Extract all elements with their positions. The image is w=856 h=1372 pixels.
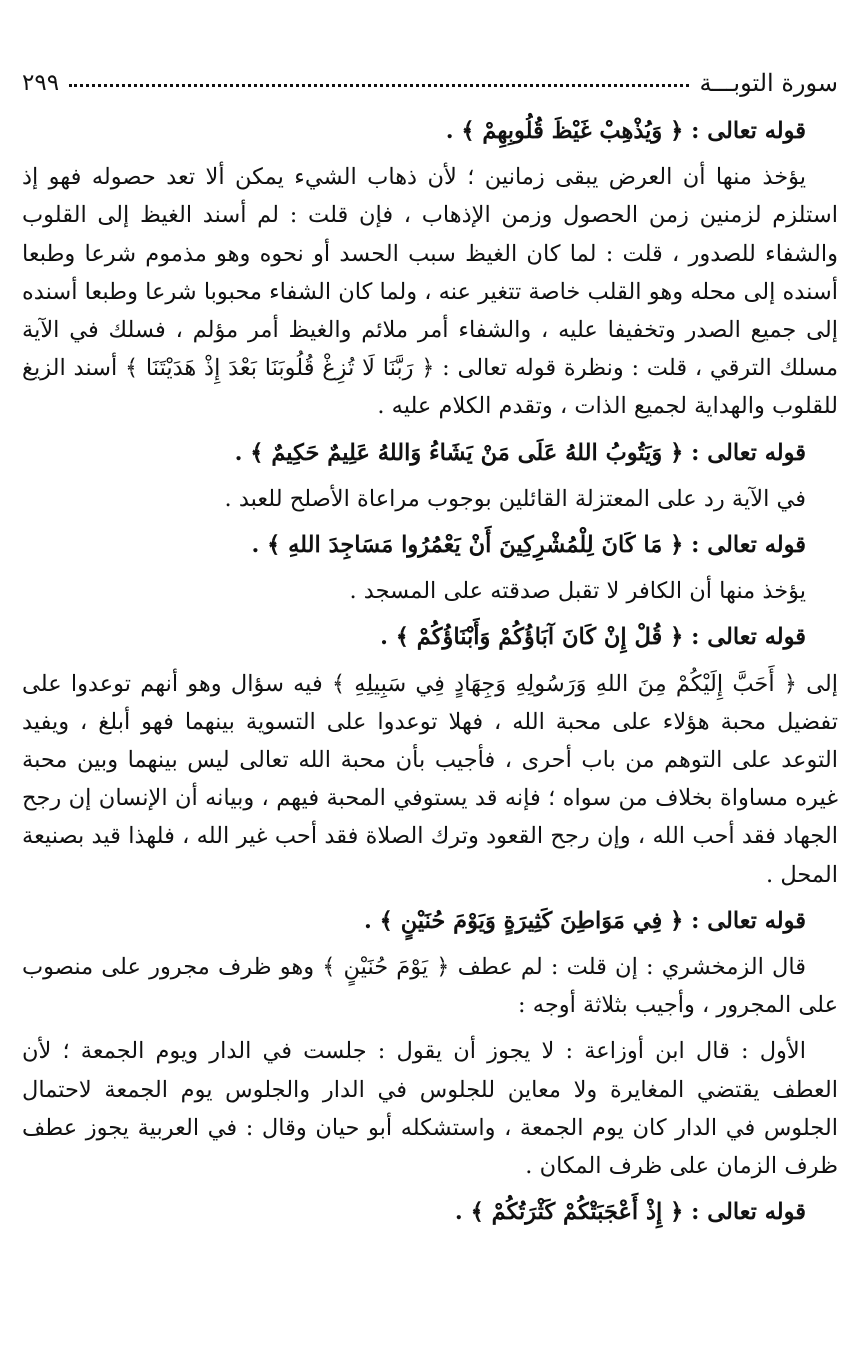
page-header (22, 62, 838, 104)
verse-heading: قوله تعالى : ﴿ قُلْ إِنْ كَانَ آبَاؤُكُمْ وَأَبْنَاؤُكُمْ ﴾ . (380, 624, 806, 651)
verse-heading: قوله تعالى : ﴿ وَيُذْهِبْ غَيْظَ قُلُوبِهِمْ ﴾ . (445, 118, 806, 144)
verse-heading: قوله تعالى : ﴿ فِي مَوَاطِنَ كَثِيرَةٍ وَيَوْمَ حُنَيْنٍ ﴾ . (364, 907, 806, 934)
commentary-paragraph: في الآية رد على المعتزلة القائلين بوجوب مراعاة الأصلح للعبد . (224, 485, 806, 512)
page-number: ٢٩٩ (22, 70, 60, 96)
commentary-paragraph: الأول : قال ابن أوزاعة : لا يجوز أن يقول : جلست في الدار ويوم الجمعة ؛ لأن العطف يقتضي المغايرة ولا معاين للجلوس في الدار والجلوس يوم الجمعة لاحتمال الجلوس في الدار كان يوم الجمعة ، واستشكله أبو حيان وقال : في العربية يجوز عطف ظرف الزمان على ظرف المكان . (22, 1038, 838, 1180)
surah-title: سورة التوبـــة (699, 69, 838, 97)
header-dotted-leader (69, 84, 689, 87)
verse-heading: قوله تعالى : ﴿ وَيَتُوبُ اللهُ عَلَى مَنْ يَشَاءُ وَاللهُ عَلِيمٌ حَكِيمٌ ﴾ . (234, 439, 806, 466)
commentary-paragraph: يؤخذ منها أن العرض يبقى زمانين ؛ لأن ذهاب الشيء يمكن ألا تعد حصوله فهو إذ استلزم لزمنين زمن الحصول وزمن الإذهاب ، فإن قلت : لم أسند الغيظ إلى القلوب والشفاء للصدور ، قلت : لما كان الغيظ سبب الحسد أو نحوه وهو مذموم شرعا وطبعا أسنده إلى محله وهو القلب خاصة تتغير عنه ، ولما كان الشفاء محبوبا شرعا وطبعا أسنده إلى جميع الصدر وتخفيفا عليه ، والشفاء أمر ملائم والغيظ أمر مؤلم ، فسلك في الآية مسلك الترقي ، قلت : ونظرة قوله تعالى : ﴿ رَبَّنَا لَا تُزِغْ قُلُوبَنَا بَعْدَ إِذْ هَدَيْتَنَا ﴾ أسند الزيغ للقلوب والهداية لجميع الذات ، وتقدم الكلام عليه . (22, 164, 838, 420)
verse-heading: قوله تعالى : ﴿ إِذْ أَعْجَبَتْكُمْ كَثْرَتُكُمْ ﴾ . (454, 1199, 806, 1226)
verse-heading: قوله تعالى : ﴿ مَا كَانَ لِلْمُشْرِكِينَ أَنْ يَعْمُرُوا مَسَاجِدَ اللهِ ﴾ . (251, 532, 806, 559)
page-body (22, 112, 838, 1231)
commentary-paragraph: إلى ﴿ أَحَبَّ إِلَيْكُمْ مِنَ اللهِ وَرَسُولِهِ وَجِهَادٍ فِي سَبِيلِهِ ﴾ فيه سؤال وهو أنهم توعدوا على تفضيل محبة هؤلاء على محبة الله ، فهلا توعدوا على التسوية بينهما فهو أبلغ ، ويفيد التوعد على التوهم من باب أحرى ، فأجيب بأن محبة الله تعالى ليس بينهما وبين محبة غيره مساواة بخلاف من سواه ؛ فإنه قد يستوفي المحبة فيهم ، وبيانه أن الإنسان إن رجح الجهاد فقد أحب الله ، وإن رجح القعود وترك الصلاة فقد أحب غير الله ، فلهذا قيد بصنيعة المحل . (22, 670, 838, 888)
commentary-paragraph: يؤخذ منها أن الكافر لا تقبل صدقته على المسجد . (349, 578, 806, 605)
commentary-paragraph: قال الزمخشري : إن قلت : لم عطف ﴿ يَوْمَ حُنَيْنٍ ﴾ وهو ظرف مجرور على منصوب على المجرور ، وأجيب بثلاثة أوجه : (22, 954, 838, 1019)
